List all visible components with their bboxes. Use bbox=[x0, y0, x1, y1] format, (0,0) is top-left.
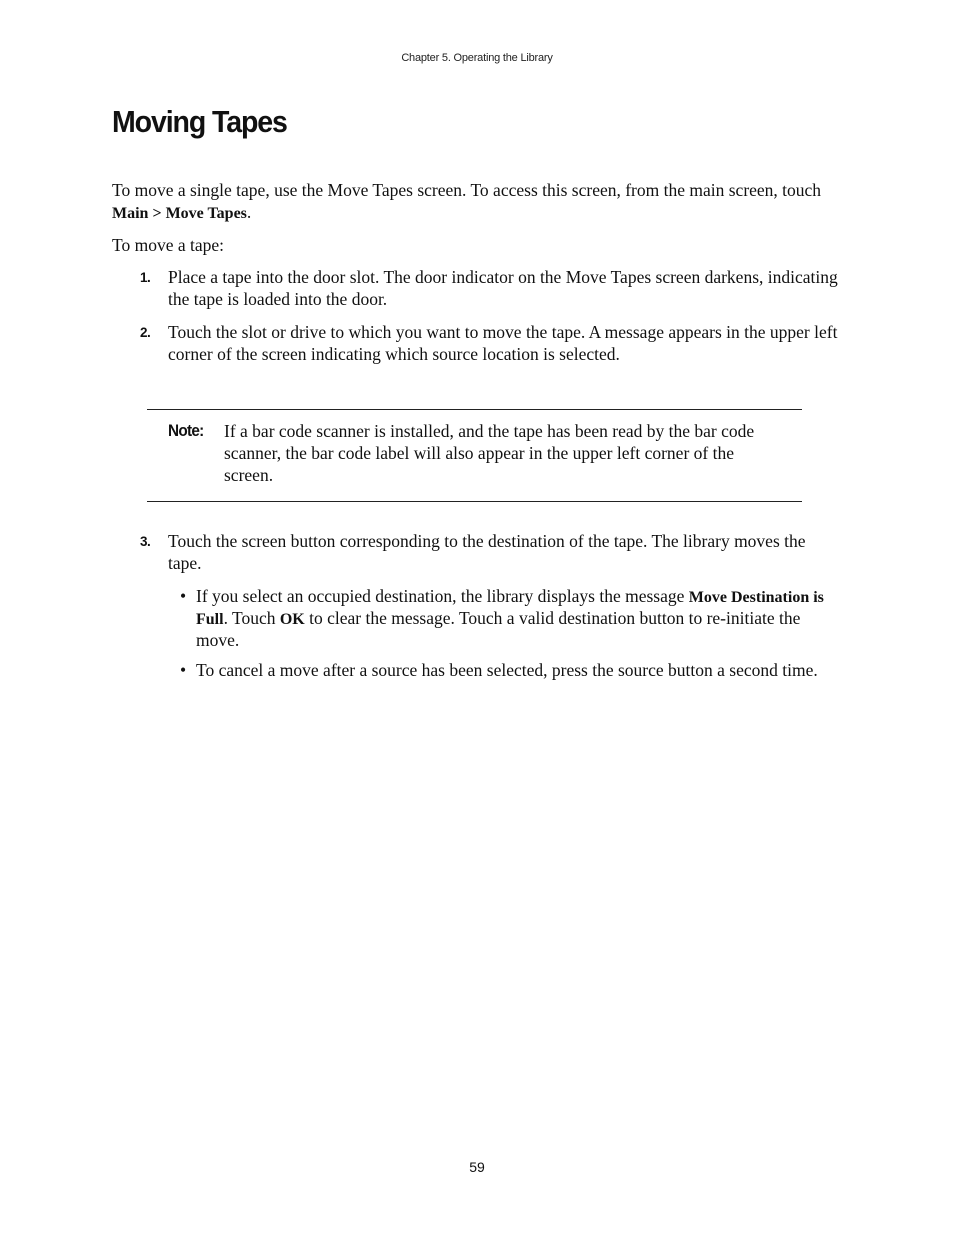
step-text: Place a tape into the door slot. The door indicator on the Move Tapes screen darkens, indicating the tape is loaded into the door. bbox=[168, 267, 838, 309]
intro-text-start: To move a single tape, use the Move Tapes screen. To access this screen, from the main screen, touch bbox=[112, 180, 822, 200]
step-3 bbox=[140, 530, 840, 574]
bullet-marker: • bbox=[180, 586, 187, 606]
intro-paragraph bbox=[112, 179, 842, 225]
list-item bbox=[180, 660, 840, 680]
step-number: 2. bbox=[140, 325, 151, 340]
step-number: 1. bbox=[140, 270, 151, 285]
page-number: 59 bbox=[469, 1159, 485, 1175]
list-item bbox=[180, 586, 840, 650]
intro-text-end: . bbox=[246, 202, 252, 222]
bullet-text: If you select an occupied destination, the library displays the message bbox=[196, 586, 689, 606]
note-box bbox=[168, 420, 778, 486]
step-1 bbox=[140, 266, 840, 310]
step-2 bbox=[140, 321, 840, 365]
step-text: Touch the slot or drive to which you want to move the tape. A message appears in the upper left corner of the screen indicating which source location is selected. bbox=[168, 322, 838, 364]
step-number: 3. bbox=[140, 534, 151, 549]
bullet-text: To cancel a move after a source has been selected, press the source button a second time. bbox=[196, 660, 818, 680]
page-title: Moving Tapes bbox=[112, 104, 287, 139]
running-head: Chapter 5. Operating the Library bbox=[401, 52, 553, 64]
bullet-text: to clear the message. Touch a valid destination button to re-initiate the move. bbox=[196, 608, 801, 650]
message-name: Move Destination is Full bbox=[196, 589, 824, 628]
bullet-text: . Touch bbox=[223, 608, 280, 628]
note-text: If a bar code scanner is installed, and the tape has been read by the bar code scanner, the bar code label will also appear in the upper left corner of the screen. bbox=[224, 421, 755, 485]
button-name: OK bbox=[279, 611, 305, 628]
menu-path-command: Main > Move Tapes bbox=[112, 205, 247, 222]
note-top-rule bbox=[147, 409, 802, 410]
step-text: Touch the screen button corresponding to the destination of the tape. The library moves the tape. bbox=[168, 531, 806, 573]
note-bottom-rule bbox=[147, 501, 802, 502]
step-3-bullets bbox=[180, 586, 840, 690]
note-label: Note: bbox=[168, 421, 204, 440]
procedure-lead: To move a tape: bbox=[112, 235, 224, 255]
bullet-marker: • bbox=[180, 660, 187, 680]
